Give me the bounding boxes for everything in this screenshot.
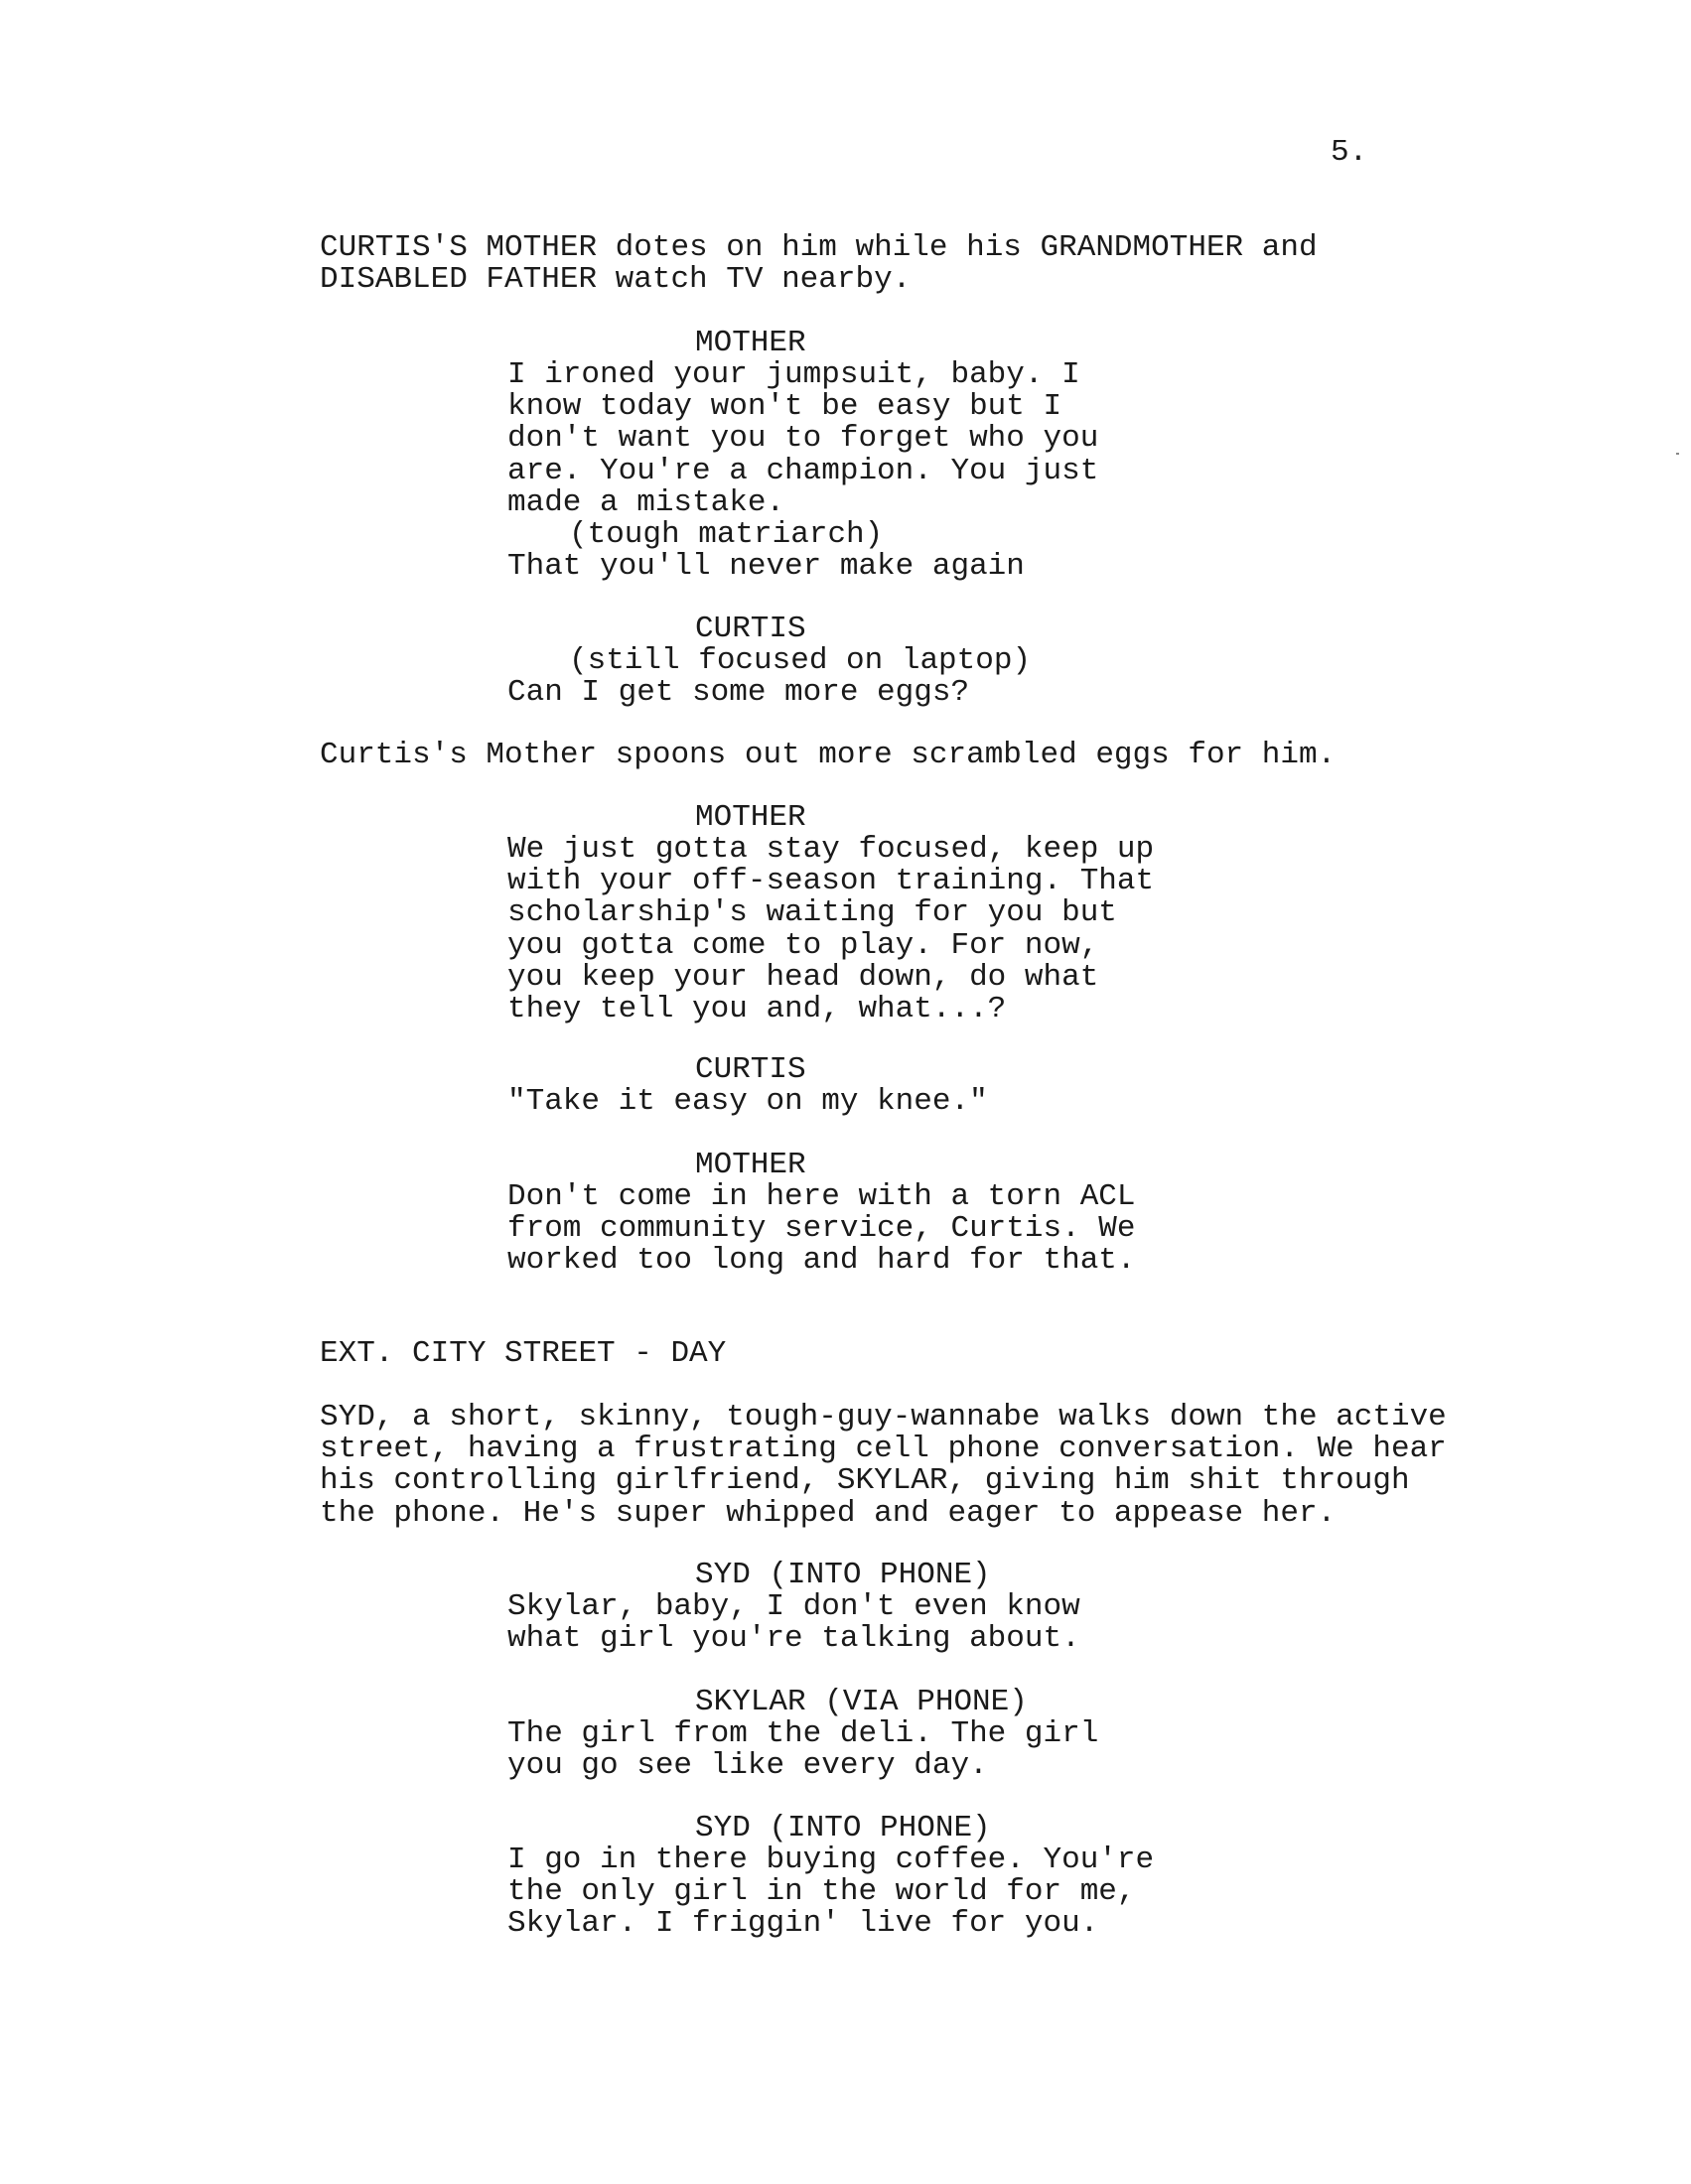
dialogue: We just gotta stay focused, keep up with your off-season training. That scholarship's waiting for you but you gotta come to play. For now, you keep your head down, do what they tell you and, what...? <box>507 832 1155 1027</box>
character-cue: MOTHER <box>695 800 806 835</box>
dialogue: Don't come in here with a torn ACL from community service, Curtis. We worked too long and hard for that. <box>507 1179 1136 1279</box>
action-line: Curtis's Mother spoons out more scrambled eggs for him. <box>320 738 1337 772</box>
character-cue: CURTIS <box>695 612 806 646</box>
scene-heading: EXT. CITY STREET - DAY <box>320 1336 727 1371</box>
dialogue: "Take it easy on my knee." <box>507 1084 988 1119</box>
action-line: SYD, a short, skinny, tough-guy-wannabe walks down the active street, having a frustrating cell phone conversation. We hear his controlling girlfriend, SKYLAR, giving him shit through the phone. He's super whipped and eager to appease her. <box>320 1400 1447 1531</box>
dialogue: Skylar, baby, I don't even know what girl you're talking about. <box>507 1589 1080 1657</box>
parenthetical: (tough matriarch) <box>569 517 884 552</box>
character-cue: SYD (INTO PHONE) <box>695 1558 991 1592</box>
character-cue: MOTHER <box>695 326 806 360</box>
dialogue: That you'll never make again <box>507 549 1025 584</box>
action-line: CURTIS'S MOTHER dotes on him while his GRANDMOTHER and DISABLED FATHER watch TV nearby. <box>320 230 1318 298</box>
dialogue: Can I get some more eggs? <box>507 675 970 710</box>
scan-speck <box>1676 453 1679 455</box>
character-cue: SKYLAR (VIA PHONE) <box>695 1685 1028 1719</box>
character-cue: CURTIS <box>695 1052 806 1087</box>
character-cue: MOTHER <box>695 1148 806 1182</box>
character-cue: SYD (INTO PHONE) <box>695 1811 991 1845</box>
dialogue: The girl from the deli. The girl you go see like every day. <box>507 1716 1099 1784</box>
parenthetical: (still focused on laptop) <box>569 643 1032 678</box>
dialogue: I ironed your jumpsuit, baby. I know today won't be easy but I don't want you to forget who you are. You're a champion. You just made a mistake. <box>507 357 1099 520</box>
page-number: 5. <box>1331 135 1368 170</box>
dialogue: I go in there buying coffee. You're the only girl in the world for me, Skylar. I friggin' live for you. <box>507 1843 1155 1942</box>
